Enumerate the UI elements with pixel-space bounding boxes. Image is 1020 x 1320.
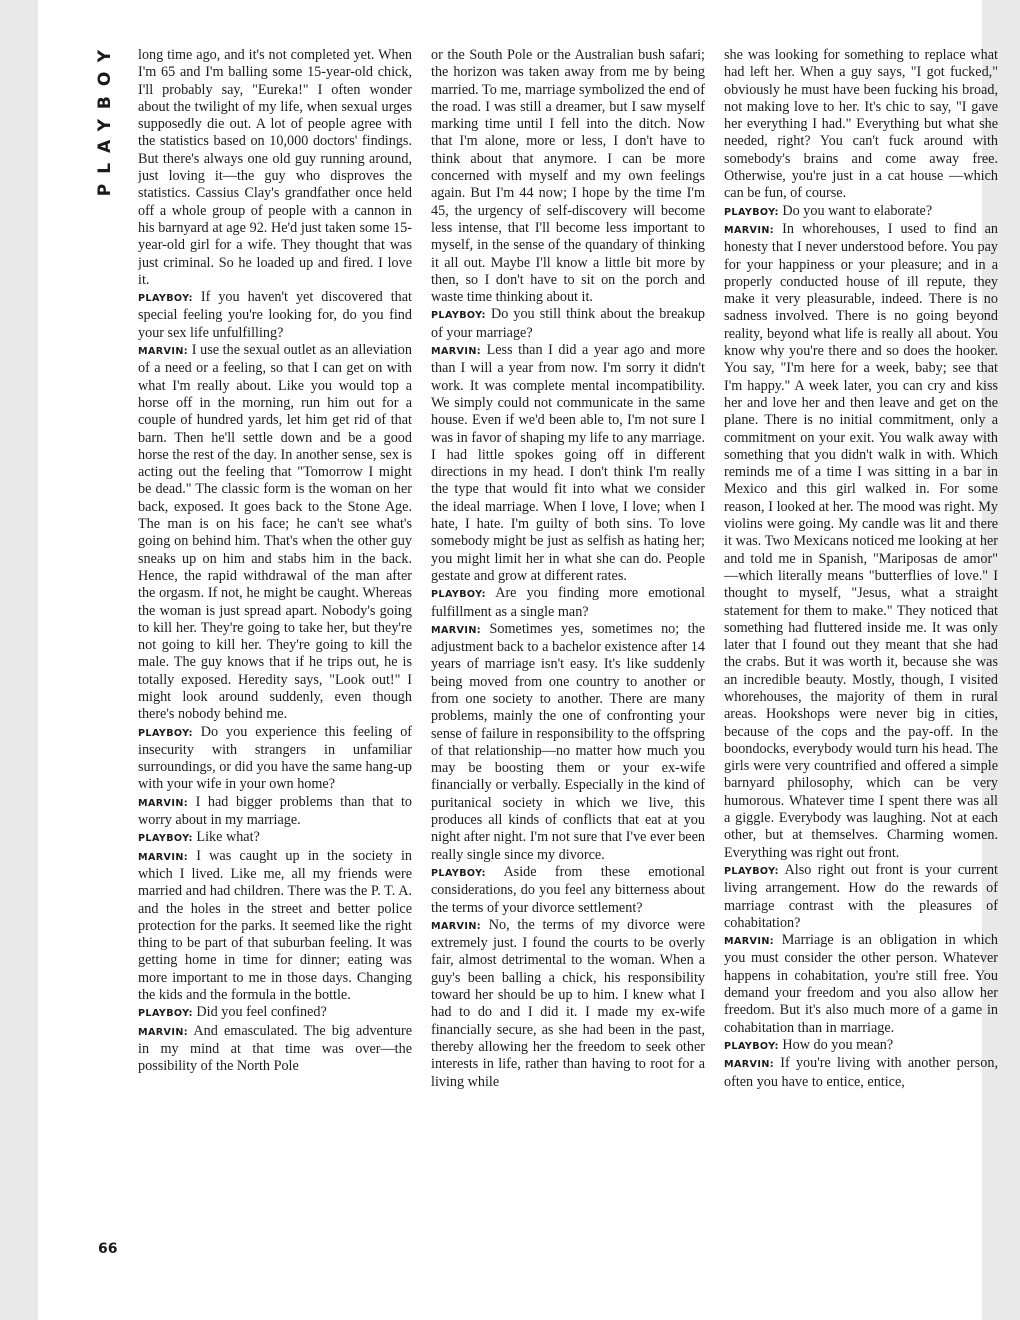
magazine-running-head: PLAYBOY [95,40,115,197]
interview-paragraph [431,585,705,621]
interview-paragraph [724,203,998,221]
speaker-label: PLAYBOY: [724,865,779,877]
speaker-label: PLAYBOY: [431,310,486,322]
paragraph-text: In whorehouses, I used to find an honesty that I never understood before. You pay for your happiness or your pleasure; and in a properly conducted house of ill repute, they make it very pleasurable, indeed. There is no sadness involved. There is no going beyond reality, beyond what life is really all about. You know why you're there and so does the hooker. You say, "I'm here for a week, baby; see that I'm happy." A week later, you can cry and kiss her and love her and then leave and get on the plane. There is no initial commitment, only a commitment on your exit. You walk away with something that you didn't walk in with. Which reminds me of a time I was sitting in a bar in Mexico and this girl walked in. For some reason, I looked at her. The mood was right. My violins were going. My candle was lit and there it was. Two Mexicans noticed me looking at her and told me in Spanish, "Mariposas de amor" —which literally means "butterflies of love." I thought to myself, "Jesus, what a straight statement for them to make." They noticed that something had fluttered inside me. It was only later that I found out they meant that she had the crabs. But it was worth it, because she was an incredible beauty. Mostly, though, I visited whorehouses, the majority of them in rural areas. Hookshops were never big in cities, because of the cops and the pay-off. In the boondocks, everybody would turn his head. The girls were very countrified and offered a simple barnyard philosophy, which can be very humorous. Whatever time I spent there was all a giggle. Everybody was laughing. Not at each other, but at themselves. Charming women. Everything was right out front. [724,220,998,861]
interview-paragraph [138,342,412,724]
paragraph-text: Do you want to elaborate? [782,202,933,219]
paragraph-text: Are you finding more emotional fulfillment as a single man? [431,585,705,620]
interview-paragraph [431,864,705,917]
paragraph-text: or the South Pole or the Australian bush safari; the horizon was taken away from me by being married. To me, marriage symbolized the end of the road. I was still a dreamer, but I saw myself marking time until I fell into the ditch. Now that I'm alone, more or less, I don't have to think about that anymore. I can be more concerned with myself and my own feelings again. But I'm 44 now; I hope by the time I'm 45, the urgency of self-discovery will become less intense, that I'll become less important to myself, in the sense of the quandary of thinking it all out. Maybe I'll know a little bit more by then, so I don't have to sit on the porch and waste time thinking about it. [431,47,705,306]
interview-paragraph [724,932,998,1037]
paragraph-text: long time ago, and it's not completed yet. When I'm 65 and I'm balling some 15-year-old chick, I'll probably say, "Eureka!" I often wonder about the twilight of my life, when sexual urges supposedly die out. A lot of people agree with the statistics based on 10,000 doctors' findings. But there's always one old guy running around, just loving it—the guy who disproves the statistics. Cassius Clay's grandfather once held off a whole group of people with a cannon in his barnyard at age 92. He'd just taken some 15-year-old girl for a wife. They thought that was just criminal. So he loaded up and fired. I love it. [138,47,412,288]
magazine-page [38,0,998,1320]
paragraph-text: Less than I did a year ago and more than I will a year from now. I'm sorry it didn't work. It was complete mental incompatibility. We simply could not communicate in the same house. Even if we'd been able to, I'm not sure I was in favor of shaping my life to any marriage. I had little spokes going off in different directions in my head. I don't think I'm really the type that would fit into what we consider the ideal marriage. When I love, I love; when I hate, I hate. I'm guilty of both sins. To love somebody might be just as selfish as hating her; you might limit her in what she can do. People gestate and grow at different rates. [431,342,705,584]
speaker-label: PLAYBOY: [138,833,193,845]
speaker-label: MARVIN: [138,851,189,863]
page-number: 66 [98,1241,118,1257]
interview-paragraph [138,1004,412,1022]
paragraph-text: Sometimes yes, sometimes no; the adjustment back to a bachelor existence after 14 years of marriage isn't easy. It's like suddenly being moved from one country to another or from one society to another. There are many problems, mainly the one of confronting your sense of failure in responsibility to the offspring of that relationship—no matter how much you may be boosting them or your ex-wife financially or verbally. Especially in the kind of puritanical society in which we live, this produces all kinds of conflicts that eat at you night after night. I'm not sure that I've ever been really single since my divorce. [431,620,705,863]
speaker-label: MARVIN: [431,346,482,358]
paragraph-text: And emasculated. The big adventure in my mind at that time was over—the possibility of the North Pole [138,1022,412,1075]
speaker-label: PLAYBOY: [724,206,779,218]
interview-paragraph [138,794,412,830]
speaker-label: PLAYBOY: [724,1040,779,1052]
text-column-1 [138,47,412,1262]
interview-paragraph [138,724,412,794]
interview-paragraph [431,917,705,1091]
text-column-3 [724,47,998,1262]
interview-paragraph [431,342,705,585]
interview-paragraph [724,1037,998,1055]
interview-paragraph [431,621,705,864]
paragraph-text: Do you still think about the breakup of your marriage? [431,306,705,341]
speaker-label: MARVIN: [138,346,189,358]
paragraph-text: No, the terms of my divorce were extremely just. I found the courts to be overly fair, almost detrimental to the woman. When a guy's been balling a chick, his responsibility toward her should be up to him. I knew what I had to do and I did it. I made my ex-wife financially secure, as she had been in the past, thereby allowing her the freedom to seek other interests in life, rather than having to root for a living while [431,916,705,1090]
speaker-label: PLAYBOY: [138,727,193,739]
interview-paragraph [138,47,412,289]
interview-paragraph [138,848,412,1005]
paragraph-text: I use the sexual outlet as an alleviation of a need or a feeling, so that I can get on with what I'm really about. Like you would top a horse off in the morning, run him out for a couple of hundred yards, let him get rid of that barn. Then he'll settle down and be a good horse the rest of the day. In another sense, sex is acting out the feeling that "Tomorrow I might be dead." The classic form is the woman on her back, exposed. It goes back to the Stone Age. The man is on his face; he can't see what's going on behind him. That's when the other guy sneaks up on him and stabs him in the back. Hence, the rapid withdrawal of the man after the orgasm. If not, he might be caught. Whereas the woman is just spread apart. Nobody's going to kill her. They're going to take her, but they're not going to kill her. They're going to kill the male. The guy knows that if he trips out, he is totally exposed. Heredity says, "Look out!" I might look around suddenly, even though there's nobody behind me. [138,342,412,723]
speaker-label: MARVIN: [431,624,482,636]
speaker-label: PLAYBOY: [431,867,486,879]
paragraph-text: I had bigger problems than that to worry about in my marriage. [138,793,412,829]
speaker-label: MARVIN: [724,224,775,236]
speaker-label: MARVIN: [724,1059,775,1071]
paragraph-text: I was caught up in the society in which I lived. Like me, all my friends were married and had children. There was the P. T. A. and the holes in the street and better police protection for the parks. It seemed like the right thing to be part of that suburban feeling. It was getting home in time for dinner; eating was more important to me in those days. Changing the kids and the formula in the bottle. [138,847,412,1004]
interview-paragraph [431,306,705,342]
speaker-label: MARVIN: [138,1026,189,1038]
paragraph-text: Did you feel confined? [196,1004,327,1021]
speaker-label: MARVIN: [724,936,775,948]
paragraph-text: Like what? [196,829,260,846]
speaker-label: MARVIN: [138,797,189,809]
paragraph-text: How do you mean? [782,1036,894,1053]
interview-paragraph [724,862,998,932]
interview-paragraph [138,829,412,847]
speaker-label: PLAYBOY: [431,589,486,601]
speaker-label: PLAYBOY: [138,1008,193,1020]
interview-paragraph [431,47,705,306]
paragraph-text: If you haven't yet discovered that special feeling you're looking for, do you find your sex life unfulfilling? [138,289,412,341]
interview-paragraph [138,289,412,342]
speaker-label: PLAYBOY: [138,293,193,305]
paragraph-text: she was looking for something to replace what had left her. When a guy says, "I got fucked," obviously he must have been fucking his broad, not making love to her. It's chic to say, "I gave her everything I had." Everything but what she needed, right? You can't fuck around with somebody's brains and come away free. Otherwise, you're just in a cat house —which can be fun, of course. [724,47,998,202]
interview-paragraph [138,1023,412,1076]
interview-paragraph [724,1055,998,1091]
interview-paragraph [724,47,998,203]
paragraph-text: Marriage is an obligation in which you must consider the other person. Whatever happens in cohabitation, you're still free. You demand your freedom and you also allow her freedom. But it's also much more of a game in cohabitation than in marriage. [724,932,998,1036]
interview-paragraph [724,221,998,862]
paragraph-text: Do you experience this feeling of insecurity with strangers in unfamiliar surroundings, or did you have the same hang-up with your wife in your own home? [138,723,412,793]
paragraph-text: Also right out front is your current living arrangement. How do the rewards of marriage contrast with the pleasures of cohabitation? [724,861,998,931]
paragraph-text: If you're living with another person, often you have to entice, entice, [724,1055,998,1090]
paragraph-text: Aside from these emotional considerations, do you feel any bitterness about the terms of your divorce settlement? [431,863,705,916]
speaker-label: MARVIN: [431,920,482,932]
text-column-2 [431,47,705,1262]
